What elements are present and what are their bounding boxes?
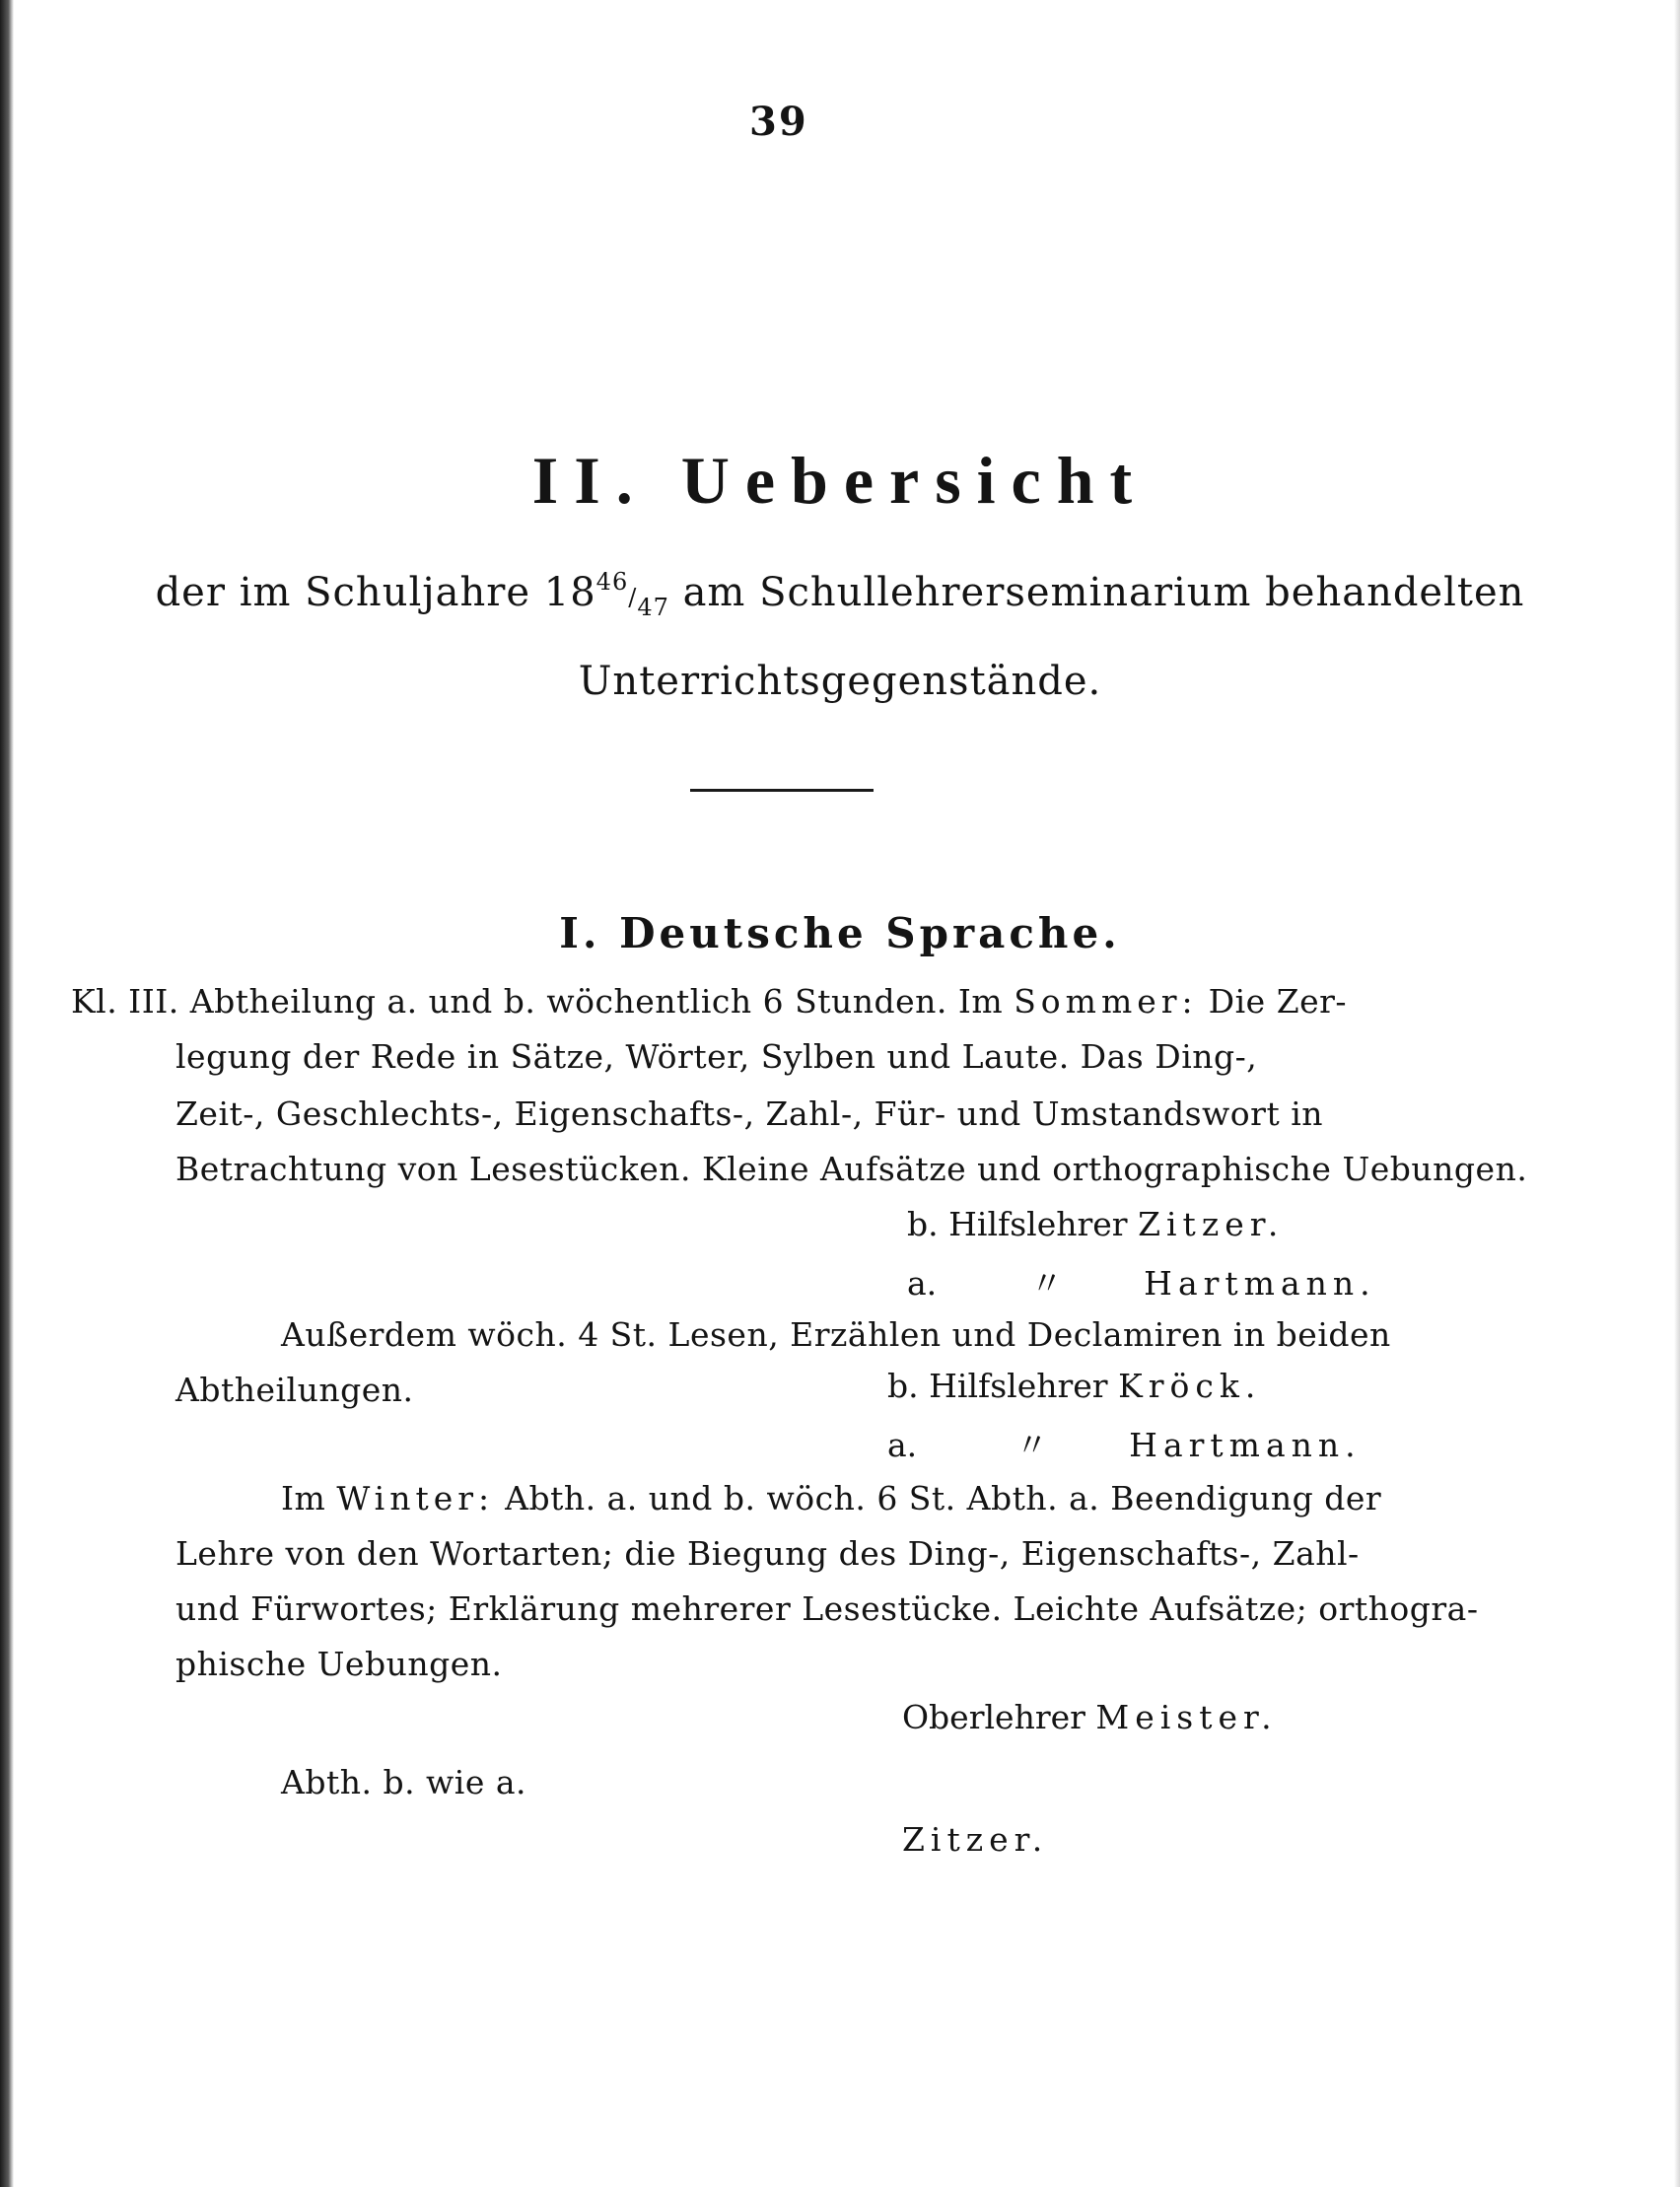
para1-line2: legung der Rede in Sätze, Wörter, Sylben und Laute. Das Ding-, [175,1037,1258,1076]
teacher-name: Zitzer. [1138,1205,1285,1243]
para3-line4: phische Uebungen. [175,1645,503,1683]
summer-label: Sommer: [1014,982,1198,1021]
teacher-name: Zitzer. [902,1820,1049,1859]
page-right-edge [1674,0,1680,2187]
teacher-role: Hilfslehrer [948,1205,1128,1243]
teacher-line [902,1698,1278,1736]
subtitle-line-2: Unterrichtsgegenstände. [578,659,1102,704]
teacher-line [907,1205,1284,1243]
teacher-marker: b. [887,1367,919,1405]
para3-line1-start: Im [281,1479,337,1517]
winter-label: Winter: [336,1479,495,1517]
teacher-line [907,1258,1376,1305]
teacher-role: Hilfslehrer [929,1367,1108,1405]
teacher-name: Hartmann. [1144,1264,1376,1303]
teacher-line [887,1420,1362,1466]
school-year-fraction: 46/47 [595,568,669,621]
ditto-mark: 〃 [1015,1426,1049,1464]
teacher-marker: a. [907,1264,938,1303]
teacher-line [887,1367,1261,1405]
para1-line1-end: Die Zer- [1197,982,1348,1021]
para3-line2: Lehre von den Wortarten; die Biegung des Ding-, Eigenschafts-, Zahl- [175,1534,1360,1573]
ditto-mark: 〃 [1030,1264,1064,1303]
para3-line1-end: Abth. a. und b. wöch. 6 St. Abth. a. Beendigung der [494,1479,1382,1517]
page-title: II. Uebersicht [531,443,1149,518]
para1-line4: Betrachtung von Lesestücken. Kleine Aufsätze und orthographische Uebungen. [175,1150,1528,1188]
teacher-line [902,1820,1048,1859]
teacher-marker: a. [887,1426,918,1464]
section-divider [690,789,874,792]
fraction-denominator: 47 [637,594,669,621]
para1-line1-start: Kl. III. Abtheilung a. und b. wöchentlich 6 Stunden. Im [71,982,1015,1021]
subtitle-text-before: der im Schuljahre 18 [155,570,596,615]
teacher-name: Kröck. [1118,1367,1262,1405]
para3-line3: und Fürwortes; Erklärung mehrerer Lesestücke. Leichte Aufsätze; orthogra- [175,1589,1479,1628]
page-number: 39 [749,99,808,145]
teacher-role: Oberlehrer [902,1698,1085,1736]
para2-line2: Abtheilungen. [175,1371,414,1409]
para4-line: Abth. b. wie a. [281,1763,527,1801]
para1-line3: Zeit-, Geschlechts-, Eigenschafts-, Zahl-, Für- und Umstandswort in [175,1094,1324,1133]
para2-line1: Außerdem wöch. 4 St. Lesen, Erzählen und Declamiren in beiden [281,1315,1391,1354]
teacher-name: Hartmann. [1129,1426,1362,1464]
para3-line1 [281,1479,1381,1517]
subtitle-text-after: am Schullehrerseminarium behandelten [668,570,1525,615]
page-binding-edge [0,0,14,2187]
teacher-name: Meister. [1095,1698,1278,1736]
para1-line1 [71,982,1347,1021]
section-heading: I. Deutsche Sprache. [559,909,1121,957]
teacher-marker: b. [907,1205,939,1243]
fraction-numerator: 46 [595,568,629,596]
subtitle-line-1 [0,568,1680,621]
